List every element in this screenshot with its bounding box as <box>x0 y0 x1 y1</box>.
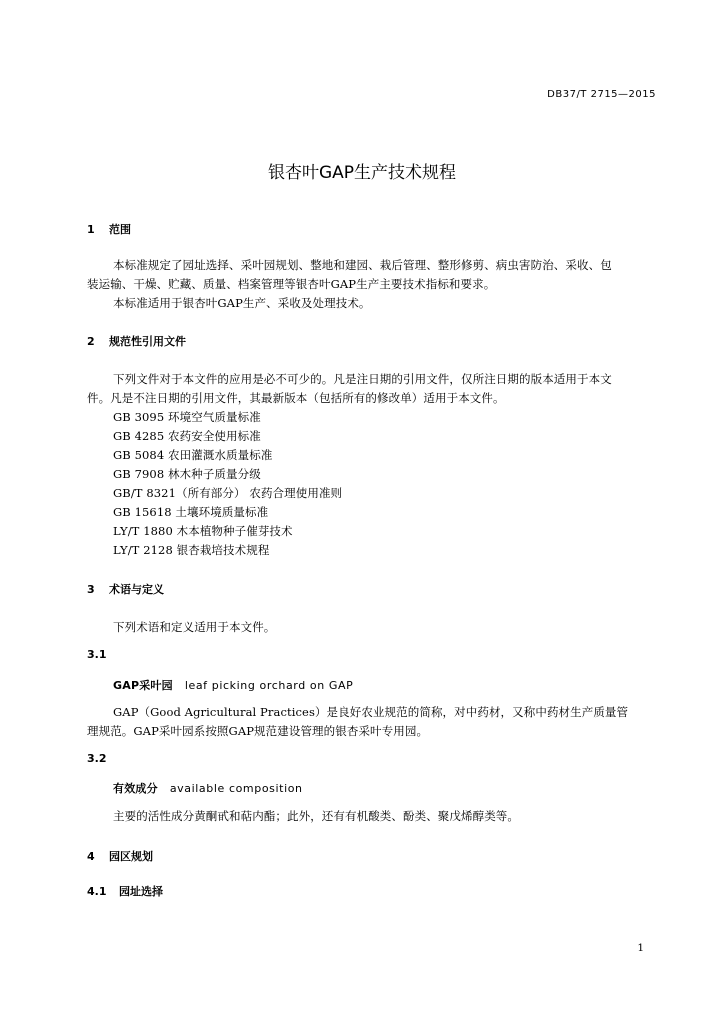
section-number: 3 <box>87 583 95 596</box>
paragraph-line: 主要的活性成分黄酮甙和萜内酯；此外，还有有机酸类、酚类、聚戊烯醇类等。 <box>113 809 519 823</box>
subsection-title: 园址选择 <box>119 885 163 898</box>
section-number: 2 <box>87 335 95 348</box>
term-chinese: GAP采叶园 <box>113 679 173 692</box>
section-title: 规范性引用文件 <box>109 335 186 348</box>
term-chinese: 有效成分 <box>113 782 158 795</box>
section-4-heading <box>87 848 153 864</box>
subsection-4-1-heading <box>87 883 163 899</box>
document-number: DB37/T 2715—2015 <box>547 89 656 100</box>
paragraph-line: 下列术语和定义适用于本文件。 <box>113 620 276 634</box>
page-title: 银杏叶GAP生产技术规程 <box>267 163 457 183</box>
section-title: 术语与定义 <box>109 583 164 596</box>
reference-item: GB 3095 环境空气质量标准 <box>113 410 261 424</box>
subsection-number: 4.1 <box>87 885 107 898</box>
paragraph-line: 装运输、干燥、贮藏、质量、档案管理等银杏叶GAP生产主要技术指标和要求。 <box>87 277 496 291</box>
section-number: 4 <box>87 850 95 863</box>
paragraph-line: 本标准适用于银杏叶GAP生产、采收及处理技术。 <box>113 296 371 310</box>
reference-item: GB 7908 林木种子质量分级 <box>113 467 261 481</box>
term-heading <box>113 780 303 796</box>
term-number: 3.1 <box>87 648 107 661</box>
paragraph-line: 理规范。GAP采叶园系按照GAP规范建设管理的银杏采叶专用园。 <box>87 724 429 738</box>
paragraph-line: 下列文件对于本文件的应用是必不可少的。凡是注日期的引用文件，仅所注日期的版本适用于本文 <box>113 372 612 386</box>
paragraph-line: 件。凡是不注日期的引用文件，其最新版本（包括所有的修改单）适用于本文件。 <box>87 391 505 405</box>
paragraph-line: GAP（Good Agricultural Practices）是良好农业规范的简称，对中药材，又称中药材生产质量管 <box>113 705 629 719</box>
reference-item: GB 4285 农药安全使用标准 <box>113 429 261 443</box>
term-english: leaf picking orchard on GAP <box>184 679 354 692</box>
section-title: 园区规划 <box>109 850 153 863</box>
section-3-heading <box>87 581 164 597</box>
reference-item: GB 5084 农田灌溉水质量标准 <box>113 448 273 462</box>
section-2-heading <box>87 333 186 349</box>
reference-item: GB/T 8321（所有部分） 农药合理使用准则 <box>113 486 343 500</box>
term-heading <box>113 677 353 693</box>
reference-item: LY/T 1880 木本植物种子催芽技术 <box>113 524 293 538</box>
reference-item: LY/T 2128 银杏栽培技术规程 <box>113 543 270 557</box>
section-title: 范围 <box>109 223 131 236</box>
term-english: available composition <box>169 782 303 795</box>
paragraph-line: 本标准规定了园址选择、采叶园规划、整地和建园、栽后管理、整形修剪、病虫害防治、采收、包 <box>113 258 612 272</box>
term-number: 3.2 <box>87 752 107 765</box>
page-number: 1 <box>637 942 644 954</box>
section-1-heading <box>87 221 131 237</box>
reference-item: GB 15618 土壤环境质量标准 <box>113 505 269 519</box>
section-number: 1 <box>87 223 95 236</box>
